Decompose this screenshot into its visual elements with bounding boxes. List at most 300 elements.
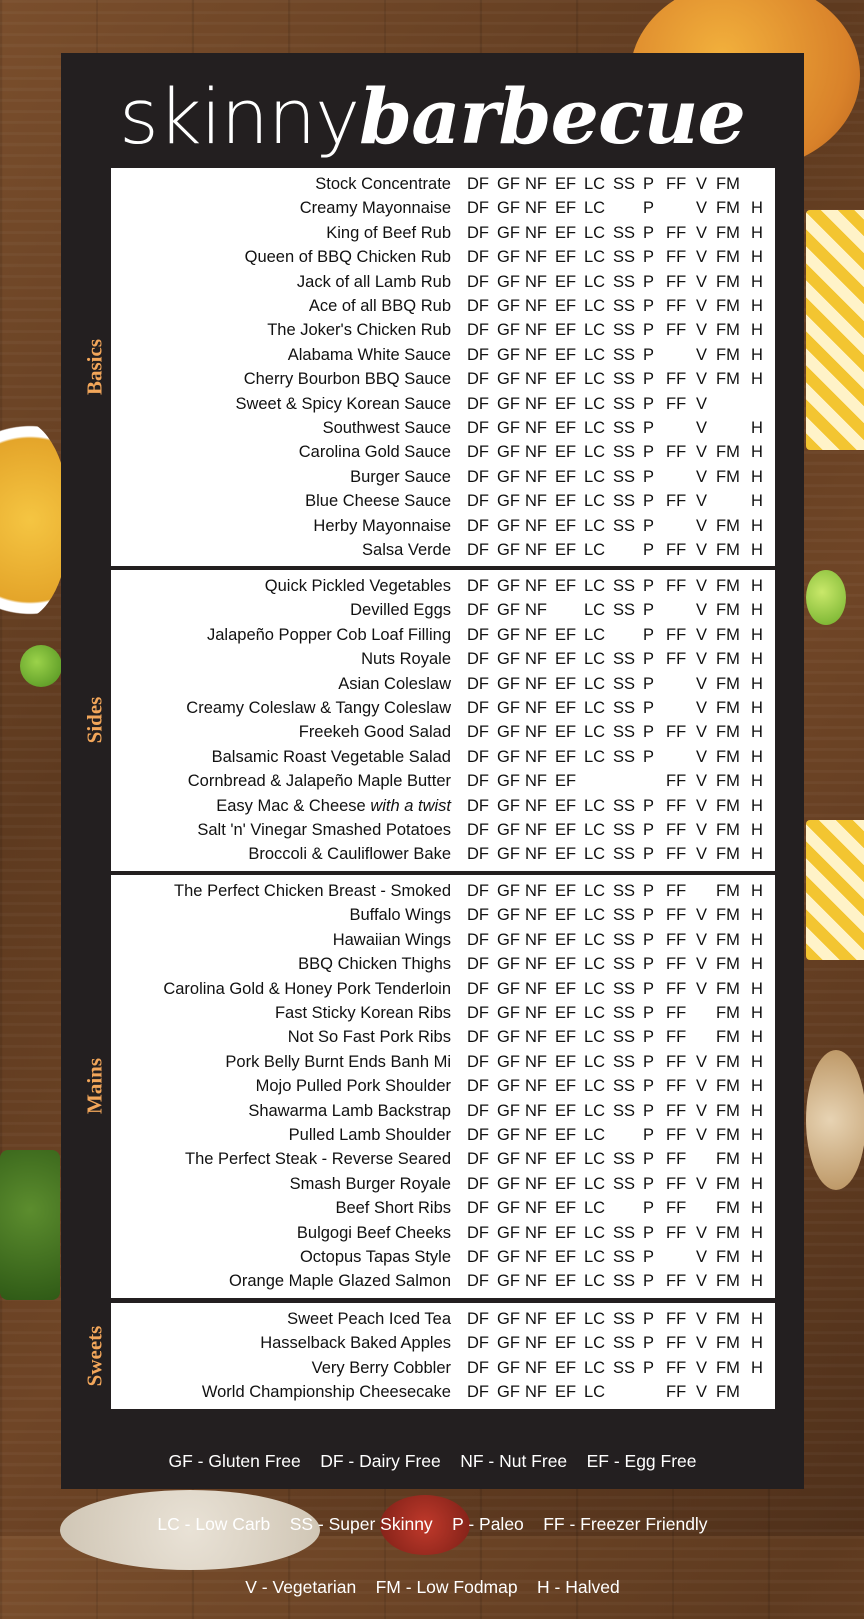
diet-code-df: DF: [467, 674, 489, 693]
logo: [0, 72, 864, 163]
recipe-row: [111, 794, 775, 818]
diet-code-v: V: [696, 1310, 708, 1328]
recipe-name: Beef Short Ribs: [335, 1199, 451, 1218]
diet-code-nf: NF: [525, 199, 547, 218]
diet-code-lc: LC: [584, 1248, 606, 1266]
diet-code-df: DF: [467, 223, 489, 242]
lime-decoration: [20, 645, 62, 687]
diet-code-df: DF: [467, 467, 489, 486]
diet-code-gf: GF: [497, 1126, 520, 1144]
recipe-row: [111, 245, 775, 269]
diet-code-ff: FF: [666, 821, 687, 839]
diet-code-p: P: [643, 845, 655, 864]
diet-code-lc: LC: [584, 955, 606, 974]
diet-code-gf: GF: [497, 723, 520, 742]
diet-code-df: DF: [467, 625, 489, 644]
diet-code-h: H: [751, 516, 763, 535]
diet-code-ss: SS: [613, 1004, 636, 1022]
diet-code-ef: EF: [555, 297, 577, 315]
recipe-row: [111, 1050, 775, 1074]
diet-code-ss: SS: [613, 175, 636, 193]
diet-code-fm: FM: [716, 1223, 740, 1242]
diet-code-gf: GF: [497, 1101, 520, 1120]
diet-code-lc: LC: [584, 674, 606, 693]
diet-code-h: H: [751, 297, 763, 315]
diet-code-ss: SS: [613, 248, 636, 267]
diet-code-h: H: [751, 699, 763, 717]
recipe-row: [111, 343, 775, 367]
diet-code-nf: NF: [525, 394, 547, 413]
diet-code-ef: EF: [555, 845, 577, 864]
diet-code-v: V: [696, 674, 708, 693]
diet-code-fm: FM: [716, 223, 740, 242]
diet-code-h: H: [751, 772, 763, 791]
diet-code-gf: GF: [497, 601, 520, 620]
diet-code-df: DF: [467, 175, 489, 193]
diet-code-ff: FF: [666, 297, 687, 315]
diet-code-ss: SS: [613, 577, 636, 595]
diet-code-lc: LC: [584, 1174, 606, 1193]
diet-code-lc: LC: [584, 1004, 606, 1022]
diet-code-ss: SS: [613, 979, 636, 998]
diet-code-fm: FM: [716, 650, 740, 669]
diet-code-lc: LC: [584, 1334, 606, 1353]
diet-code-df: DF: [467, 1272, 489, 1291]
diet-code-nf: NF: [525, 370, 547, 389]
diet-code-lc: LC: [584, 601, 606, 620]
diet-code-p: P: [643, 1334, 655, 1353]
diet-code-lc: LC: [584, 845, 606, 864]
diet-code-gf: GF: [497, 699, 520, 717]
diet-code-nf: NF: [525, 1028, 547, 1047]
legend-line: LC - Low Carb SS - Super Skinny P - Paleo FF - Freezer Friendly: [157, 1514, 708, 1534]
diet-code-p: P: [643, 882, 655, 900]
diet-code-df: DF: [467, 394, 489, 413]
diet-code-h: H: [751, 845, 763, 864]
diet-code-ff: FF: [666, 1150, 687, 1169]
diet-code-df: DF: [467, 1101, 489, 1120]
recipe-row: [111, 672, 775, 696]
diet-code-fm: FM: [716, 1310, 740, 1328]
recipe-row: [111, 270, 775, 294]
recipe-row: [111, 416, 775, 440]
recipe-row: [111, 367, 775, 391]
diet-code-ef: EF: [555, 747, 577, 766]
diet-code-v: V: [696, 796, 708, 815]
diet-code-ef: EF: [555, 906, 577, 925]
diet-code-ff: FF: [666, 723, 687, 742]
diet-code-h: H: [751, 1199, 763, 1218]
diet-code-fm: FM: [716, 1052, 740, 1071]
diet-code-gf: GF: [497, 650, 520, 669]
recipe-row: [111, 1074, 775, 1098]
diet-code-fm: FM: [716, 272, 740, 291]
diet-code-v: V: [696, 394, 708, 413]
diet-code-fm: FM: [716, 175, 740, 193]
diet-code-v: V: [696, 467, 708, 486]
diet-code-nf: NF: [525, 1126, 547, 1144]
diet-code-gf: GF: [497, 1077, 520, 1096]
diet-code-ef: EF: [555, 467, 577, 486]
diet-code-h: H: [751, 1358, 763, 1377]
diet-code-v: V: [696, 443, 708, 462]
diet-code-lc: LC: [584, 577, 606, 595]
diet-code-df: DF: [467, 321, 489, 340]
diet-code-lc: LC: [584, 199, 606, 218]
diet-code-ef: EF: [555, 370, 577, 389]
diet-code-h: H: [751, 199, 763, 218]
diet-code-v: V: [696, 650, 708, 669]
diet-code-p: P: [643, 1223, 655, 1242]
diet-code-ff: FF: [666, 1272, 687, 1291]
diet-code-lc: LC: [584, 1199, 606, 1218]
diet-code-ss: SS: [613, 419, 636, 437]
diet-code-v: V: [696, 516, 708, 535]
diet-code-df: DF: [467, 1334, 489, 1353]
diet-code-df: DF: [467, 1077, 489, 1096]
diet-code-ff: FF: [666, 625, 687, 644]
diet-code-lc: LC: [584, 223, 606, 242]
recipe-name: Creamy Mayonnaise: [299, 199, 451, 218]
diet-code-nf: NF: [525, 467, 547, 486]
diet-code-nf: NF: [525, 248, 547, 267]
diet-code-gf: GF: [497, 930, 520, 949]
diet-code-gf: GF: [497, 223, 520, 242]
diet-code-fm: FM: [716, 747, 740, 766]
diet-code-h: H: [751, 906, 763, 925]
recipe-name: Shawarma Lamb Backstrap: [248, 1101, 451, 1120]
diet-code-ff: FF: [666, 1004, 687, 1022]
diet-code-lc: LC: [584, 723, 606, 742]
recipe-row: [111, 720, 775, 744]
diet-code-p: P: [643, 796, 655, 815]
diet-code-lc: LC: [584, 1223, 606, 1242]
diet-code-nf: NF: [525, 1383, 547, 1402]
diet-code-nf: NF: [525, 345, 547, 364]
section-label-text: Mains: [82, 1058, 107, 1115]
diet-code-df: DF: [467, 979, 489, 998]
recipe-name: Orange Maple Glazed Salmon: [229, 1272, 451, 1291]
diet-code-p: P: [643, 1310, 655, 1328]
diet-code-ef: EF: [555, 1004, 577, 1022]
diet-code-nf: NF: [525, 772, 547, 791]
diet-code-p: P: [643, 321, 655, 340]
diet-code-ef: EF: [555, 1383, 577, 1402]
diet-code-h: H: [751, 955, 763, 974]
diet-code-v: V: [696, 1077, 708, 1096]
diet-code-v: V: [696, 979, 708, 998]
recipe-name: Cherry Bourbon BBQ Sauce: [243, 370, 451, 389]
diet-code-v: V: [696, 906, 708, 925]
diet-code-ff: FF: [666, 955, 687, 974]
diet-code-ff: FF: [666, 541, 687, 559]
diet-code-nf: NF: [525, 625, 547, 644]
diet-code-h: H: [751, 1223, 763, 1242]
diet-code-ef: EF: [555, 1248, 577, 1266]
diet-code-p: P: [643, 1077, 655, 1096]
recipe-name-suffix: with a twist: [370, 796, 451, 815]
diet-code-nf: NF: [525, 955, 547, 974]
section-label-text: Sides: [82, 697, 107, 744]
diet-code-h: H: [751, 625, 763, 644]
recipe-name: Queen of BBQ Chicken Rub: [244, 248, 451, 267]
diet-code-h: H: [751, 223, 763, 242]
diet-code-p: P: [643, 541, 655, 559]
diet-code-p: P: [643, 345, 655, 364]
diet-code-nf: NF: [525, 650, 547, 669]
recipe-name: Very Berry Cobbler: [311, 1358, 451, 1377]
diet-code-fm: FM: [716, 845, 740, 864]
recipe-name: Not So Fast Pork Ribs: [287, 1028, 451, 1047]
recipe-name: Broccoli & Cauliflower Bake: [248, 845, 451, 864]
diet-code-nf: NF: [525, 699, 547, 717]
diet-code-gf: GF: [497, 845, 520, 864]
logo-part-skinny: skinny: [119, 72, 360, 161]
diet-code-nf: NF: [525, 821, 547, 839]
diet-code-p: P: [643, 674, 655, 693]
recipe-row: [111, 1331, 775, 1355]
diet-code-ss: SS: [613, 1310, 636, 1328]
diet-code-lc: LC: [584, 979, 606, 998]
diet-code-ss: SS: [613, 930, 636, 949]
diet-code-h: H: [751, 747, 763, 766]
logo-part-barbecue: barbecue: [359, 72, 745, 161]
diet-code-ss: SS: [613, 1028, 636, 1047]
diet-code-v: V: [696, 821, 708, 839]
diet-code-nf: NF: [525, 1223, 547, 1242]
recipe-row: [111, 769, 775, 793]
recipe-name: King of Beef Rub: [326, 223, 451, 242]
diet-code-fm: FM: [716, 601, 740, 620]
recipe-row: [111, 1380, 775, 1404]
diet-code-ss: SS: [613, 370, 636, 389]
diet-code-lc: LC: [584, 345, 606, 364]
diet-code-nf: NF: [525, 1358, 547, 1377]
diet-code-lc: LC: [584, 1310, 606, 1328]
diet-code-gf: GF: [497, 1052, 520, 1071]
diet-code-p: P: [643, 577, 655, 595]
diet-code-nf: NF: [525, 419, 547, 437]
diet-code-lc: LC: [584, 930, 606, 949]
diet-code-ef: EF: [555, 1310, 577, 1328]
recipe-row: [111, 647, 775, 671]
diet-code-ef: EF: [555, 821, 577, 839]
diet-code-ef: EF: [555, 699, 577, 717]
diet-code-fm: FM: [716, 345, 740, 364]
diet-code-lc: LC: [584, 467, 606, 486]
diet-code-df: DF: [467, 1004, 489, 1022]
diet-code-gf: GF: [497, 979, 520, 998]
diet-code-fm: FM: [716, 674, 740, 693]
diet-code-fm: FM: [716, 772, 740, 791]
diet-code-fm: FM: [716, 1077, 740, 1096]
diet-code-v: V: [696, 419, 708, 437]
diet-code-p: P: [643, 699, 655, 717]
recipe-row: [111, 977, 775, 1001]
diet-code-gf: GF: [497, 1310, 520, 1328]
diet-code-gf: GF: [497, 175, 520, 193]
diet-code-fm: FM: [716, 467, 740, 486]
diet-code-ef: EF: [555, 419, 577, 437]
diet-code-h: H: [751, 541, 763, 559]
diet-code-v: V: [696, 492, 708, 511]
diet-code-gf: GF: [497, 906, 520, 925]
diet-code-p: P: [643, 1126, 655, 1144]
diet-code-h: H: [751, 1150, 763, 1169]
diet-code-v: V: [696, 1101, 708, 1120]
diet-code-h: H: [751, 882, 763, 900]
diet-code-p: P: [643, 1248, 655, 1266]
diet-code-ss: SS: [613, 821, 636, 839]
diet-code-lc: LC: [584, 516, 606, 535]
recipe-name: Devilled Eggs: [350, 601, 451, 620]
diet-code-v: V: [696, 272, 708, 291]
diet-code-ss: SS: [613, 747, 636, 766]
diet-code-v: V: [696, 772, 708, 791]
diet-code-nf: NF: [525, 796, 547, 815]
diet-code-v: V: [696, 747, 708, 766]
diet-code-gf: GF: [497, 625, 520, 644]
diet-code-gf: GF: [497, 1004, 520, 1022]
diet-code-nf: NF: [525, 906, 547, 925]
recipe-name: Balsamic Roast Vegetable Salad: [211, 747, 451, 766]
diet-code-lc: LC: [584, 541, 606, 559]
diet-code-h: H: [751, 723, 763, 742]
diet-code-ss: SS: [613, 601, 636, 620]
diet-code-fm: FM: [716, 1248, 740, 1266]
diet-code-df: DF: [467, 772, 489, 791]
diet-code-ff: FF: [666, 1383, 687, 1402]
diet-code-fm: FM: [716, 979, 740, 998]
diet-code-ff: FF: [666, 930, 687, 949]
diet-code-v: V: [696, 601, 708, 620]
diet-code-ff: FF: [666, 321, 687, 340]
recipe-name: BBQ Chicken Thighs: [298, 955, 451, 974]
diet-code-v: V: [696, 845, 708, 864]
diet-code-nf: NF: [525, 674, 547, 693]
diet-code-fm: FM: [716, 248, 740, 267]
diet-code-df: DF: [467, 1150, 489, 1169]
recipe-row: [111, 879, 775, 903]
diet-code-gf: GF: [497, 882, 520, 900]
diet-code-gf: GF: [497, 747, 520, 766]
diet-code-nf: NF: [525, 175, 547, 193]
diet-code-ss: SS: [613, 297, 636, 315]
diet-code-lc: LC: [584, 321, 606, 340]
recipe-name: Jack of all Lamb Rub: [296, 272, 451, 291]
recipe-row: [111, 440, 775, 464]
recipe-name: Cornbread & Jalapeño Maple Butter: [187, 772, 451, 791]
recipe-row: [111, 172, 775, 196]
diet-code-lc: LC: [584, 419, 606, 437]
diet-code-ef: EF: [555, 1126, 577, 1144]
diet-code-nf: NF: [525, 1150, 547, 1169]
diet-code-fm: FM: [716, 321, 740, 340]
diet-code-gf: GF: [497, 248, 520, 267]
recipe-name: Salt 'n' Vinegar Smashed Potatoes: [197, 821, 451, 839]
diet-code-df: DF: [467, 845, 489, 864]
diet-code-p: P: [643, 723, 655, 742]
diet-code-h: H: [751, 1310, 763, 1328]
diet-code-nf: NF: [525, 1004, 547, 1022]
diet-code-ef: EF: [555, 882, 577, 900]
diet-code-gf: GF: [497, 1028, 520, 1047]
diet-code-ef: EF: [555, 1077, 577, 1096]
diet-code-gf: GF: [497, 577, 520, 595]
diet-code-df: DF: [467, 516, 489, 535]
diet-code-p: P: [643, 419, 655, 437]
diet-code-p: P: [643, 1272, 655, 1291]
diet-code-gf: GF: [497, 394, 520, 413]
diet-code-v: V: [696, 370, 708, 389]
diet-code-ef: EF: [555, 1174, 577, 1193]
diet-code-lc: LC: [584, 1150, 606, 1169]
diet-code-df: DF: [467, 443, 489, 462]
diet-code-fm: FM: [716, 297, 740, 315]
recipe-row: [111, 818, 775, 842]
diet-code-ff: FF: [666, 223, 687, 242]
diet-code-v: V: [696, 1174, 708, 1193]
recipe-name: Sweet Peach Iced Tea: [287, 1310, 451, 1328]
recipe-name: Easy Mac & Cheese with a twist: [216, 796, 451, 815]
diet-code-p: P: [643, 223, 655, 242]
diet-code-ss: SS: [613, 1223, 636, 1242]
diet-code-nf: NF: [525, 1248, 547, 1266]
diet-code-ss: SS: [613, 674, 636, 693]
checkered-napkin-decoration: [806, 210, 864, 450]
diet-code-df: DF: [467, 1052, 489, 1071]
diet-code-v: V: [696, 723, 708, 742]
recipe-name: Hasselback Baked Apples: [260, 1334, 451, 1353]
diet-code-ss: SS: [613, 394, 636, 413]
diet-code-lc: LC: [584, 625, 606, 644]
recipe-name: World Championship Cheesecake: [201, 1383, 451, 1402]
diet-code-v: V: [696, 175, 708, 193]
diet-code-ss: SS: [613, 272, 636, 291]
diet-code-df: DF: [467, 1223, 489, 1242]
diet-code-ff: FF: [666, 1077, 687, 1096]
diet-code-df: DF: [467, 297, 489, 315]
diet-code-v: V: [696, 1248, 708, 1266]
section-basics: [111, 168, 775, 566]
diet-code-ef: EF: [555, 1334, 577, 1353]
recipe-name: Blue Cheese Sauce: [305, 492, 451, 511]
diet-code-gf: GF: [497, 1272, 520, 1291]
recipe-name: Carolina Gold & Honey Pork Tenderloin: [163, 979, 451, 998]
diet-code-h: H: [751, 1004, 763, 1022]
recipe-row: [111, 1307, 775, 1331]
diet-code-p: P: [643, 979, 655, 998]
diet-code-ef: EF: [555, 577, 577, 595]
diet-code-p: P: [643, 955, 655, 974]
diet-code-ef: EF: [555, 979, 577, 998]
diet-code-nf: NF: [525, 272, 547, 291]
recipe-name: Herby Mayonnaise: [313, 516, 451, 535]
diet-code-fm: FM: [716, 723, 740, 742]
diet-code-lc: LC: [584, 882, 606, 900]
diet-code-df: DF: [467, 492, 489, 511]
recipe-row: [111, 928, 775, 952]
diet-code-lc: LC: [584, 821, 606, 839]
diet-code-gf: GF: [497, 772, 520, 791]
diet-code-p: P: [643, 370, 655, 389]
diet-code-p: P: [643, 248, 655, 267]
diet-code-df: DF: [467, 1310, 489, 1328]
diet-code-ef: EF: [555, 1199, 577, 1218]
diet-code-fm: FM: [716, 1101, 740, 1120]
diet-code-p: P: [643, 1052, 655, 1071]
diet-code-df: DF: [467, 1028, 489, 1047]
